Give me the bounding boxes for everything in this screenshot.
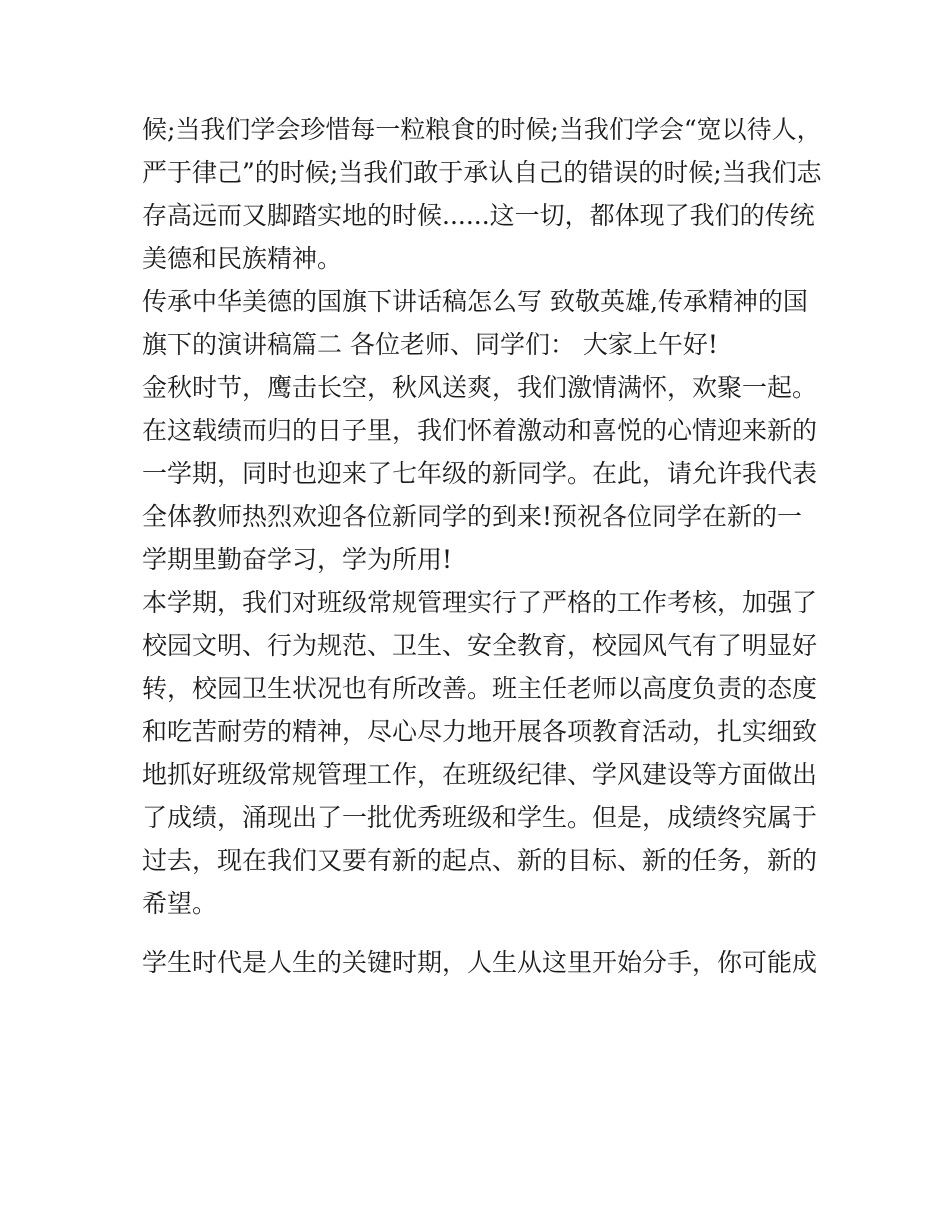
text-line: 和吃苦耐劳的精神，尽心尽力地开展各项教育活动，扎实细致 (142, 717, 818, 746)
text-line: 金秋时节，鹰击长空，秋风送爽，我们激情满怀，欢聚一起。 (142, 373, 818, 402)
paragraph (142, 280, 814, 366)
paragraph (142, 581, 818, 925)
text-line: 希望。 (142, 889, 218, 918)
text-line: 过去，现在我们又要有新的起点、新的目标、新的任务，新的 (142, 846, 818, 875)
document-body (142, 108, 822, 984)
text-line: 转，校园卫生状况也有所改善。班主任老师以高度负责的态度 (142, 674, 818, 703)
text-line: 存高远而又脚踏实地的时候......这一切，都体现了我们的传统 (142, 201, 815, 230)
paragraph-gap (142, 925, 814, 941)
text-line: 校园文明、行为规范、卫生、安全教育，校园风气有了明显好 (142, 631, 818, 660)
text-line: 传承中华美德的国旗下讲话稿怎么写 致敬英雄,传承精神的国 (142, 287, 808, 316)
text-line: 地抓好班级常规管理工作，在班级纪律、学风建设等方面做出 (142, 760, 818, 789)
paragraph (142, 941, 818, 984)
paragraph (142, 108, 822, 280)
text-line: 候;当我们学会珍惜每一粒粮食的时候;当我们学会“宽以待人， (142, 115, 822, 144)
paragraph (142, 366, 818, 581)
text-line: 全体教师热烈欢迎各位新同学的到来!预祝各位同学在新的一 (142, 502, 803, 531)
text-line: 美德和民族精神。 (142, 244, 343, 273)
text-line: 学期里勤奋学习，学为所用! (142, 545, 453, 574)
text-line: 一学期，同时也迎来了七年级的新同学。在此，请允许我代表 (142, 459, 818, 488)
text-line: 严于律己”的时候;当我们敢于承认自己的错误的时候;当我们志 (142, 158, 822, 187)
text-line: 本学期，我们对班级常规管理实行了严格的工作考核，加强了 (142, 588, 818, 617)
text-line: 在这载绩而归的日子里，我们怀着激动和喜悦的心情迎来新的 (142, 416, 818, 445)
text-line: 了成绩，涌现出了一批优秀班级和学生。但是，成绩终究属于 (142, 803, 818, 832)
text-line: 学生时代是人生的关键时期，人生从这里开始分手，你可能成 (142, 948, 818, 977)
text-line: 旗下的演讲稿篇二 各位老师、同学们： 大家上午好! (142, 330, 718, 359)
